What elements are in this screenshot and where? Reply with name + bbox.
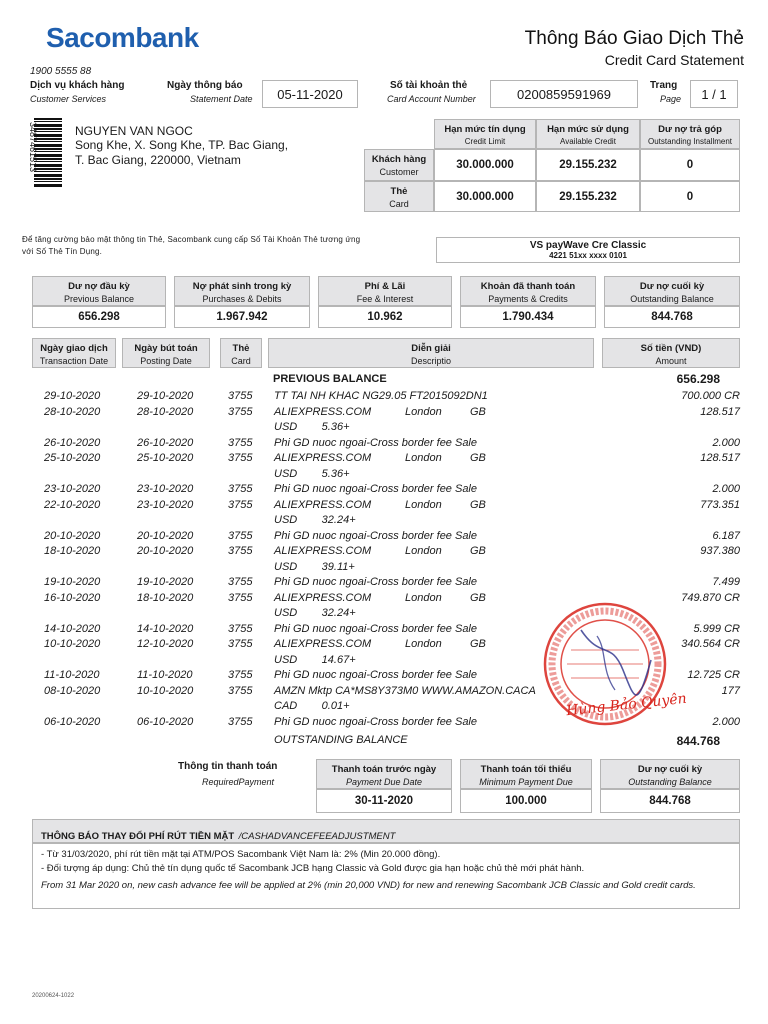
limits-customer-credit-limit: 30.000.000 [434, 149, 536, 181]
customer-name: NGUYEN VAN NGOC [75, 124, 193, 138]
notice-body [32, 843, 740, 909]
tx-posting-date: 20-10-2020 [137, 530, 194, 542]
page-value: 1 / 1 [690, 80, 738, 108]
tx-header-transaction-date: Ngày giao dịch Transaction Date [32, 338, 116, 368]
summary-header-4 [604, 276, 740, 306]
tx-description: ALIEXPRESS.COM [274, 592, 372, 604]
table-row [0, 530, 768, 545]
summary-label: Dư nợ cuối kỳ [639, 281, 705, 292]
tx-city: London [405, 452, 442, 464]
tx-card: 3755 [228, 390, 253, 402]
customer-address-1: Song Khe, X. Song Khe, TP. Bac Giang, [75, 138, 289, 152]
summary-value-0: 656.298 [32, 306, 166, 328]
table-row [0, 545, 768, 560]
table-row [0, 452, 768, 467]
table-row [0, 514, 768, 529]
stamp-signature: Hùng Bảo Quyên [565, 690, 688, 720]
payment-header-1 [460, 759, 592, 789]
customer-services-label: Dịch vụ khách hàng [30, 80, 125, 91]
page-en: Page [660, 94, 682, 104]
limits-card-available: 29.155.232 [536, 181, 640, 212]
tx-description: ALIEXPRESS.COM [274, 452, 372, 464]
tx-country: GB [470, 638, 486, 650]
tx-description: USD 5.36+ [274, 468, 350, 480]
tx-description: Phi GD nuoc ngoai-Cross border fee Sale [274, 669, 477, 681]
previous-balance-label: PREVIOUS BALANCE [273, 373, 387, 385]
account-number-en: Card Account Number [387, 94, 476, 104]
summary-value-2: 10.962 [318, 306, 452, 328]
tx-amount: 7.499 [712, 576, 740, 588]
tx-date: 25-10-2020 [44, 452, 101, 464]
summary-label-en: Fee & Interest [356, 294, 414, 304]
statement-title: Thông Báo Giao Dịch Thẻ [524, 28, 744, 49]
payment-value-2: 844.768 [600, 789, 740, 813]
previous-balance-amount: 656.298 [676, 372, 720, 386]
customer-services-en: Customer Services [30, 94, 107, 104]
tx-amount: 340.564 CR [681, 638, 740, 650]
summary-label: Khoản đã thanh toán [480, 281, 576, 292]
tx-description: Phi GD nuoc ngoai-Cross border fee Sale [274, 483, 477, 495]
tx-date: 16-10-2020 [44, 592, 101, 604]
summary-header-3 [460, 276, 596, 306]
notice-line-2: - Đối tượng áp dụng: Chủ thẻ tín dụng quốc tế Sacombank JCB hạng Classic và Gold được gia hạn hoặc chủ thẻ mới phát hành. [41, 863, 585, 874]
outstanding-balance-label: OUTSTANDING BALANCE [274, 734, 408, 746]
tx-city: London [405, 545, 442, 557]
tx-card: 3755 [228, 576, 253, 588]
tx-description: USD 32.24+ [274, 514, 356, 526]
tx-country: GB [470, 406, 486, 418]
tx-header-description: Diễn giải Descriptio [268, 338, 594, 368]
limits-customer-installment: 0 [640, 149, 740, 181]
hotline: 1900 5555 88 [30, 66, 92, 77]
tx-description: USD 39.11+ [274, 561, 355, 573]
statement-date-en: Statement Date [190, 94, 253, 104]
tx-posting-date: 12-10-2020 [137, 638, 194, 650]
tx-date: 19-10-2020 [44, 576, 101, 588]
limits-header-installment: Dư nợ trả góp Outstanding Installment [640, 119, 740, 149]
summary-value-1: 1.967.942 [174, 306, 310, 328]
limits-row-card-label: Thẻ Card [364, 181, 434, 212]
tx-description: USD 14.67+ [274, 654, 356, 666]
tx-city: London [405, 406, 442, 418]
notice-line-3: From 31 Mar 2020 on, new cash advance fee will be applied at 2% (min 20,000 VND) for new and renewing Sacombank JCB Classic and Gold credit cards. [41, 880, 696, 891]
tx-amount: 2.000 [712, 483, 740, 495]
payment-value-1: 100.000 [460, 789, 592, 813]
payment-label: Dư nợ cuối kỳ [637, 764, 703, 775]
summary-header-2 [318, 276, 452, 306]
tx-date: 20-10-2020 [44, 530, 101, 542]
tx-amount: 128.517 [700, 406, 740, 418]
tx-card: 3755 [228, 499, 253, 511]
table-row [0, 499, 768, 514]
tx-card: 3755 [228, 716, 253, 728]
tx-description: ALIEXPRESS.COM [274, 499, 372, 511]
summary-label-en: Payments & Credits [488, 294, 568, 304]
tx-card: 3755 [228, 685, 253, 697]
payment-label: Thanh toán trước ngày [331, 764, 437, 775]
tx-date: 06-10-2020 [44, 716, 101, 728]
payment-header-0 [316, 759, 452, 789]
tx-amount: 12.725 CR [687, 669, 740, 681]
tx-date: 26-10-2020 [44, 437, 101, 449]
tx-description: USD 5.36+ [274, 421, 350, 433]
tx-posting-date: 23-10-2020 [137, 483, 194, 495]
tx-date: 29-10-2020 [44, 390, 101, 402]
security-note: Để tăng cường bảo mật thông tin Thẻ, Sacombank cung cấp Số Tài Khoản Thẻ tương ứng với Số Thẻ Tín Dụng. [22, 235, 361, 256]
barcode [34, 118, 62, 188]
tx-city: London [405, 592, 442, 604]
summary-header-1 [174, 276, 310, 306]
summary-label-en: Purchases & Debits [202, 294, 282, 304]
notice-header [32, 819, 740, 843]
tx-date: 14-10-2020 [44, 623, 101, 635]
limits-card-installment: 0 [640, 181, 740, 212]
summary-value-4: 844.768 [604, 306, 740, 328]
tx-description: AMZN Mktp CA*MS8Y373M0 WWW.AMAZON.CACA [274, 685, 536, 697]
table-row [0, 576, 768, 591]
statement-date-value: 05-11-2020 [262, 80, 358, 108]
tx-amount: 6.187 [712, 530, 740, 542]
card-product-name: VS payWave Cre Classic [529, 240, 647, 251]
tx-country: GB [470, 592, 486, 604]
payment-label-en: Outstanding Balance [628, 777, 712, 787]
account-number-label: Số tài khoản thẻ [390, 80, 468, 91]
limits-customer-available: 29.155.232 [536, 149, 640, 181]
tx-date: 08-10-2020 [44, 685, 101, 697]
tx-posting-date: 23-10-2020 [137, 499, 194, 511]
tx-amount: 5.999 CR [693, 623, 740, 635]
payment-info-label: Thông tin thanh toán [178, 761, 278, 772]
payment-info-en: RequiredPayment [202, 777, 275, 787]
tx-amount: 2.000 [712, 716, 740, 728]
tx-card: 3755 [228, 452, 253, 464]
tx-description: CAD 0.01+ [274, 700, 350, 712]
tx-date: 10-10-2020 [44, 638, 101, 650]
tx-country: GB [470, 545, 486, 557]
summary-label-en: Previous Balance [63, 294, 135, 304]
tx-amount: 2.000 [712, 437, 740, 449]
tx-posting-date: 10-10-2020 [137, 685, 194, 697]
notice-title-en: /CASHADVANCEFEEADJUSTMENT [238, 831, 396, 842]
limits-header-credit-limit: Hạn mức tín dụng Credit Limit [434, 119, 536, 149]
tx-amount: 700.000 CR [681, 390, 740, 402]
card-product-box [436, 237, 740, 263]
tx-posting-date: 18-10-2020 [137, 592, 194, 604]
card-number: 4221 51xx xxxx 0101 [549, 251, 627, 260]
tx-description: USD 32.24+ [274, 607, 356, 619]
table-row [0, 406, 768, 421]
tx-amount: 773.351 [700, 499, 740, 511]
bank-logo: Sacombank [46, 22, 199, 53]
tx-description: Phi GD nuoc ngoai-Cross border fee Sale [274, 576, 477, 588]
tx-date: 22-10-2020 [44, 499, 101, 511]
tx-posting-date: 06-10-2020 [137, 716, 194, 728]
table-row [0, 483, 768, 498]
tx-posting-date: 20-10-2020 [137, 545, 194, 557]
tx-date: 23-10-2020 [44, 483, 101, 495]
tx-card: 3755 [228, 530, 253, 542]
tx-description: ALIEXPRESS.COM [274, 545, 372, 557]
tx-country: GB [470, 452, 486, 464]
table-row [0, 390, 768, 405]
tx-posting-date: 11-10-2020 [137, 669, 193, 681]
account-number-value: 0200859591969 [490, 80, 638, 108]
tx-description: ALIEXPRESS.COM [274, 638, 372, 650]
footer-code: 20200624-1022 [32, 993, 75, 999]
tx-city: London [405, 499, 442, 511]
tx-header-posting-date: Ngày bút toán Posting Date [122, 338, 210, 368]
tx-date: 28-10-2020 [44, 406, 101, 418]
page-label: Trang [650, 80, 678, 91]
tx-amount: 937.380 [700, 545, 740, 557]
tx-date: 18-10-2020 [44, 545, 101, 557]
payment-value-0: 30-11-2020 [316, 789, 452, 813]
payment-label-en: Minimum Payment Due [479, 777, 573, 787]
tx-country: GB [470, 499, 486, 511]
limits-card-credit-limit: 30.000.000 [434, 181, 536, 212]
payment-label: Thanh toán tối thiểu [480, 764, 572, 775]
tx-description: Phi GD nuoc ngoai-Cross border fee Sale [274, 530, 477, 542]
limits-header-available-credit: Hạn mức sử dụng Available Credit [536, 119, 640, 149]
statement-subtitle: Credit Card Statement [604, 52, 744, 68]
tx-city: London [405, 638, 442, 650]
limits-row-customer-label: Khách hàng Customer [364, 149, 434, 181]
tx-posting-date: 19-10-2020 [137, 576, 194, 588]
summary-label-en: Outstanding Balance [630, 294, 714, 304]
tx-card: 3755 [228, 669, 253, 681]
summary-label: Nợ phát sinh trong kỳ [192, 281, 292, 292]
tx-posting-date: 25-10-2020 [137, 452, 194, 464]
payment-header-2 [600, 759, 740, 789]
outstanding-balance-amount: 844.768 [676, 734, 720, 748]
notice-title: THÔNG BÁO THAY ĐỔI PHÍ RÚT TIỀN MẶT [41, 831, 235, 842]
tx-card: 3755 [228, 406, 253, 418]
tx-posting-date: 14-10-2020 [137, 623, 194, 635]
tx-card: 3755 [228, 483, 253, 495]
barcode-number: 3487461513 [28, 122, 38, 173]
summary-value-3: 1.790.434 [460, 306, 596, 328]
tx-header-card: Thẻ Card [220, 338, 262, 368]
tx-card: 3755 [228, 545, 253, 557]
summary-header-0 [32, 276, 166, 306]
tx-description: Phi GD nuoc ngoai-Cross border fee Sale [274, 437, 477, 449]
tx-amount: 177 [721, 685, 740, 697]
tx-date: 11-10-2020 [44, 669, 100, 681]
tx-posting-date: 26-10-2020 [137, 437, 194, 449]
tx-description: ALIEXPRESS.COM [274, 406, 372, 418]
statement-date-label: Ngày thông báo [167, 80, 243, 91]
tx-posting-date: 29-10-2020 [137, 390, 194, 402]
table-row [0, 437, 768, 452]
tx-card: 3755 [228, 592, 253, 604]
tx-description: Phi GD nuoc ngoai-Cross border fee Sale [274, 623, 477, 635]
summary-label: Dư nợ đầu kỳ [68, 281, 130, 292]
customer-address-2: T. Bac Giang, 220000, Vietnam [75, 153, 241, 167]
tx-amount: 128.517 [700, 452, 740, 464]
summary-label: Phí & Lãi [364, 281, 406, 292]
tx-header-amount: Số tiền (VND) Amount [602, 338, 740, 368]
tx-card: 3755 [228, 437, 253, 449]
tx-description: Phi GD nuoc ngoai-Cross border fee Sale [274, 716, 477, 728]
tx-amount: 749.870 CR [681, 592, 740, 604]
tx-description: TT TAI NH KHAC NG29.05 FT2015092DN1 [274, 390, 488, 402]
table-row [0, 468, 768, 483]
notice-line-1: - Từ 31/03/2020, phí rút tiền mặt tại ATM/POS Sacombank Việt Nam là: 2% (Min 20.000 đồng). [41, 849, 441, 860]
payment-label-en: Payment Due Date [345, 777, 423, 787]
table-row [0, 421, 768, 436]
tx-card: 3755 [228, 623, 253, 635]
tx-posting-date: 28-10-2020 [137, 406, 194, 418]
table-row [0, 561, 768, 576]
tx-card: 3755 [228, 638, 253, 650]
